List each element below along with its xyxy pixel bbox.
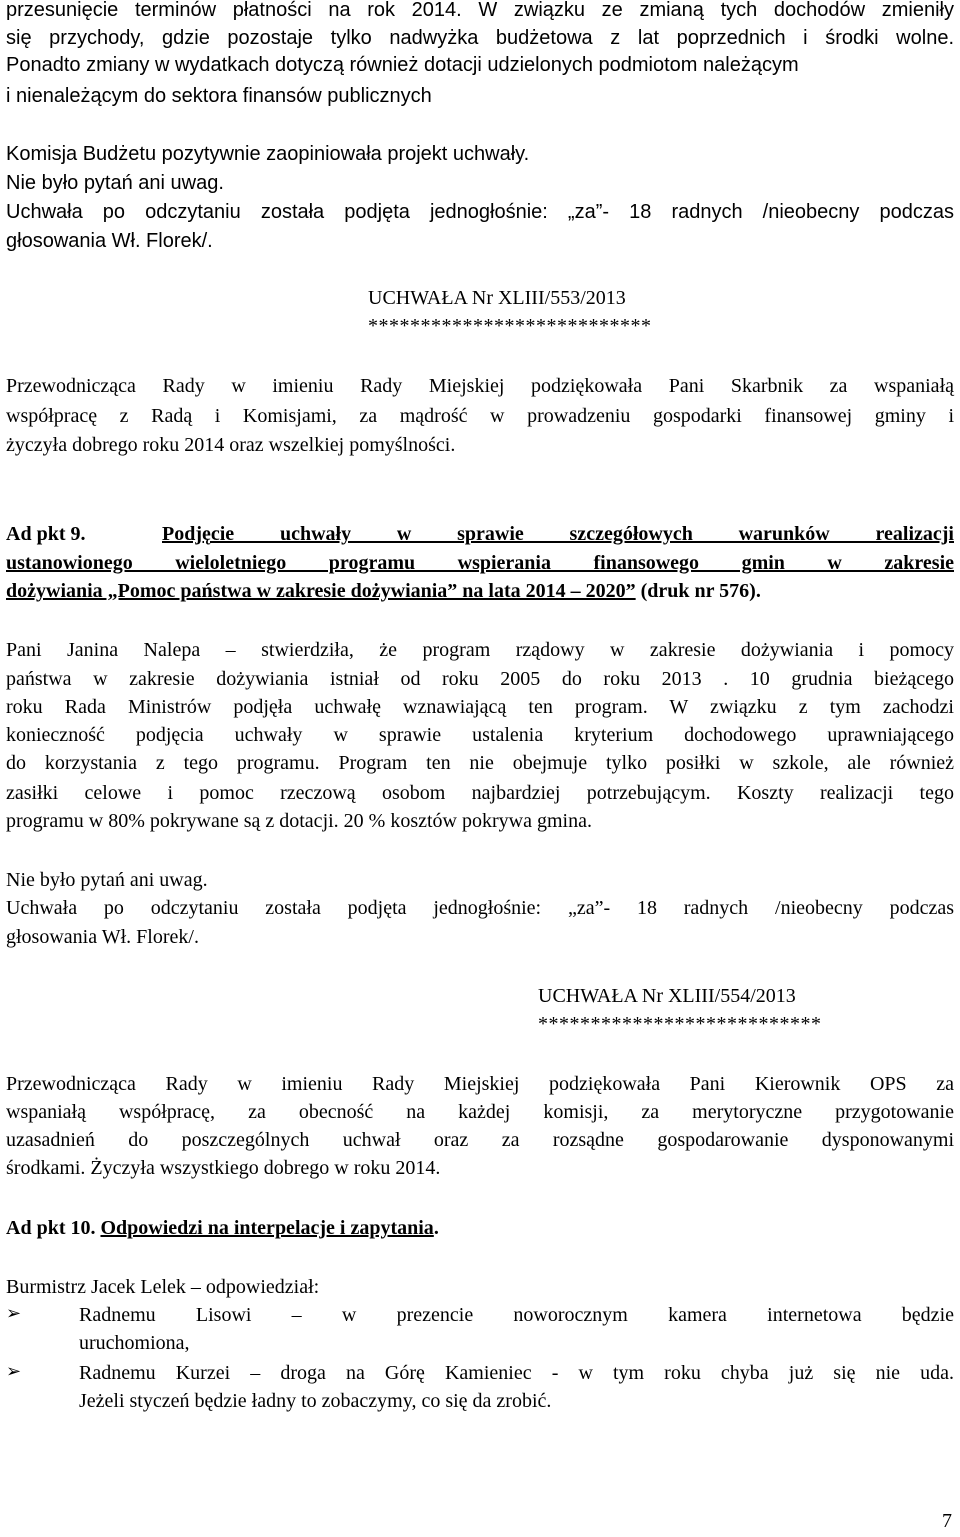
paragraph-line: współpracę z Radą i Komisjami, za mądrość w prowadzeniu gospodarki finansowej gminy i [6, 405, 954, 427]
paragraph-line: programu w 80% pokrywane są z dotacji. 20 % kosztów pokrywa gmina. [6, 810, 592, 832]
agenda-item-title-underlined: dożywiania „Pomoc państwa w zakresie dożywiania” na lata 2014 – 2020” [6, 580, 636, 602]
paragraph-line: państwa w zakresie dożywiania istniał od roku 2005 do roku 2013 . 10 grudnia bieżącego [6, 668, 954, 690]
paragraph-line: Ponadto zmiany w wydatkach dotyczą również dotacji udzielonych podmiotom należącym [6, 54, 799, 76]
vote-result-cont: głosowania Wł. Florek/. [6, 230, 213, 252]
committee-opinion: Komisja Budżetu pozytywnie zaopiniowała projekt uchwały. [6, 143, 530, 165]
agenda-item-10 [6, 1215, 954, 1242]
separator-stars: *************************** [368, 315, 652, 337]
page-number: 7 [942, 1510, 952, 1532]
resolution-title: UCHWAŁA Nr XLIII/554/2013 [538, 985, 796, 1007]
paragraph-line: do korzystania z tego programu. Program ten nie obejmuje tylko posiłki w szkole, ale również [6, 752, 954, 774]
bullet-item-line: Radnemu Kurzei – droga na Górę Kamieniec - w tym roku chyba już się nie uda. [79, 1362, 954, 1384]
agenda-item-title: Podjęcie uchwały w sprawie szczegółowych warunków realizacji [162, 523, 954, 545]
paragraph-line: i nienależącym do sektora finansów publicznych [6, 85, 432, 107]
paragraph-line: zasiłki celowe i pomoc rzeczową osobom najbardziej potrzebującym. Koszty realizacji tego [6, 782, 954, 804]
agenda-item-title: ustanowionego wieloletniego programu wspierania finansowego gmin w zakresie [6, 552, 954, 574]
agenda-item-title [6, 578, 954, 605]
agenda-item-label: Ad pkt 9. [6, 523, 86, 545]
resolution-title: UCHWAŁA Nr XLIII/553/2013 [368, 287, 626, 309]
paragraph-line: przesunięcie terminów płatności na rok 2014. W związku ze zmianą tych dochodów zmieniły [6, 0, 954, 21]
vote-result: Uchwała po odczytaniu została podjęta jednogłośnie: „za”- 18 radnych /nieobecny podczas [6, 897, 954, 919]
paragraph-line: Przewodnicząca Rady w imieniu Rady Miejskiej podziękowała Pani Skarbnik za wspaniałą [6, 375, 954, 397]
bullet-arrow-icon: ➢ [6, 1361, 22, 1381]
no-questions-note: Nie było pytań ani uwag. [6, 172, 224, 194]
separator-stars: *************************** [538, 1013, 822, 1035]
no-questions-note: Nie było pytań ani uwag. [6, 869, 208, 891]
paragraph-line: roku Rada Ministrów podjęła uchwałę wznawiającą ten program. W związku z tym zachodzi [6, 696, 954, 718]
paragraph-line: życzyła dobrego roku 2014 oraz wszelkiej pomyślności. [6, 434, 456, 456]
bullet-item-line: uruchomiona, [79, 1332, 190, 1354]
paragraph-line: uzasadnień do poszczególnych uchwał oraz za rozsądne gospodarowanie dysponowanymi [6, 1129, 954, 1151]
paragraph-line: środkami. Życzyła wszystkiego dobrego w roku 2014. [6, 1157, 441, 1179]
agenda-item-label: Ad pkt 10. [6, 1217, 96, 1239]
paragraph-line: Przewodnicząca Rady w imieniu Rady Miejskiej podziękowała Pani Kierownik OPS za [6, 1073, 954, 1095]
paragraph-line: Pani Janina Nalepa – stwierdziła, że program rządowy w zakresie dożywiania i pomocy [6, 639, 954, 661]
vote-result: Uchwała po odczytaniu została podjęta jednogłośnie: „za”- 18 radnych /nieobecny podczas [6, 201, 954, 223]
bullet-item-line: Radnemu Lisowi – w prezencie noworocznym kamera internetowa będzie [79, 1304, 954, 1326]
paragraph-line: się przychody, gdzie pozostaje tylko nadwyżka budżetowa z lat poprzednich i środki wolne. [6, 27, 954, 49]
bullet-arrow-icon: ➢ [6, 1303, 22, 1323]
paragraph-line: konieczność podjęcia uchwały w sprawie ustalenia kryterium dochodowego uprawniającego [6, 724, 954, 746]
bullet-item-line: Jeżeli styczeń będzie ładny to zobaczymy, co się da zrobić. [79, 1390, 552, 1412]
agenda-item-print-no: (druk nr 576). [635, 580, 761, 602]
paragraph-line: wspaniałą współpracę, za obecność na każdej komisji, za merytoryczne przygotowanie [6, 1101, 954, 1123]
vote-result-cont: głosowania Wł. Florek/. [6, 926, 199, 948]
agenda-item-title: Odpowiedzi na interpelacje i zapytania [100, 1217, 434, 1239]
agenda-item-dot: . [433, 1217, 439, 1239]
mayor-answer-intro: Burmistrz Jacek Lelek – odpowiedział: [6, 1276, 320, 1298]
